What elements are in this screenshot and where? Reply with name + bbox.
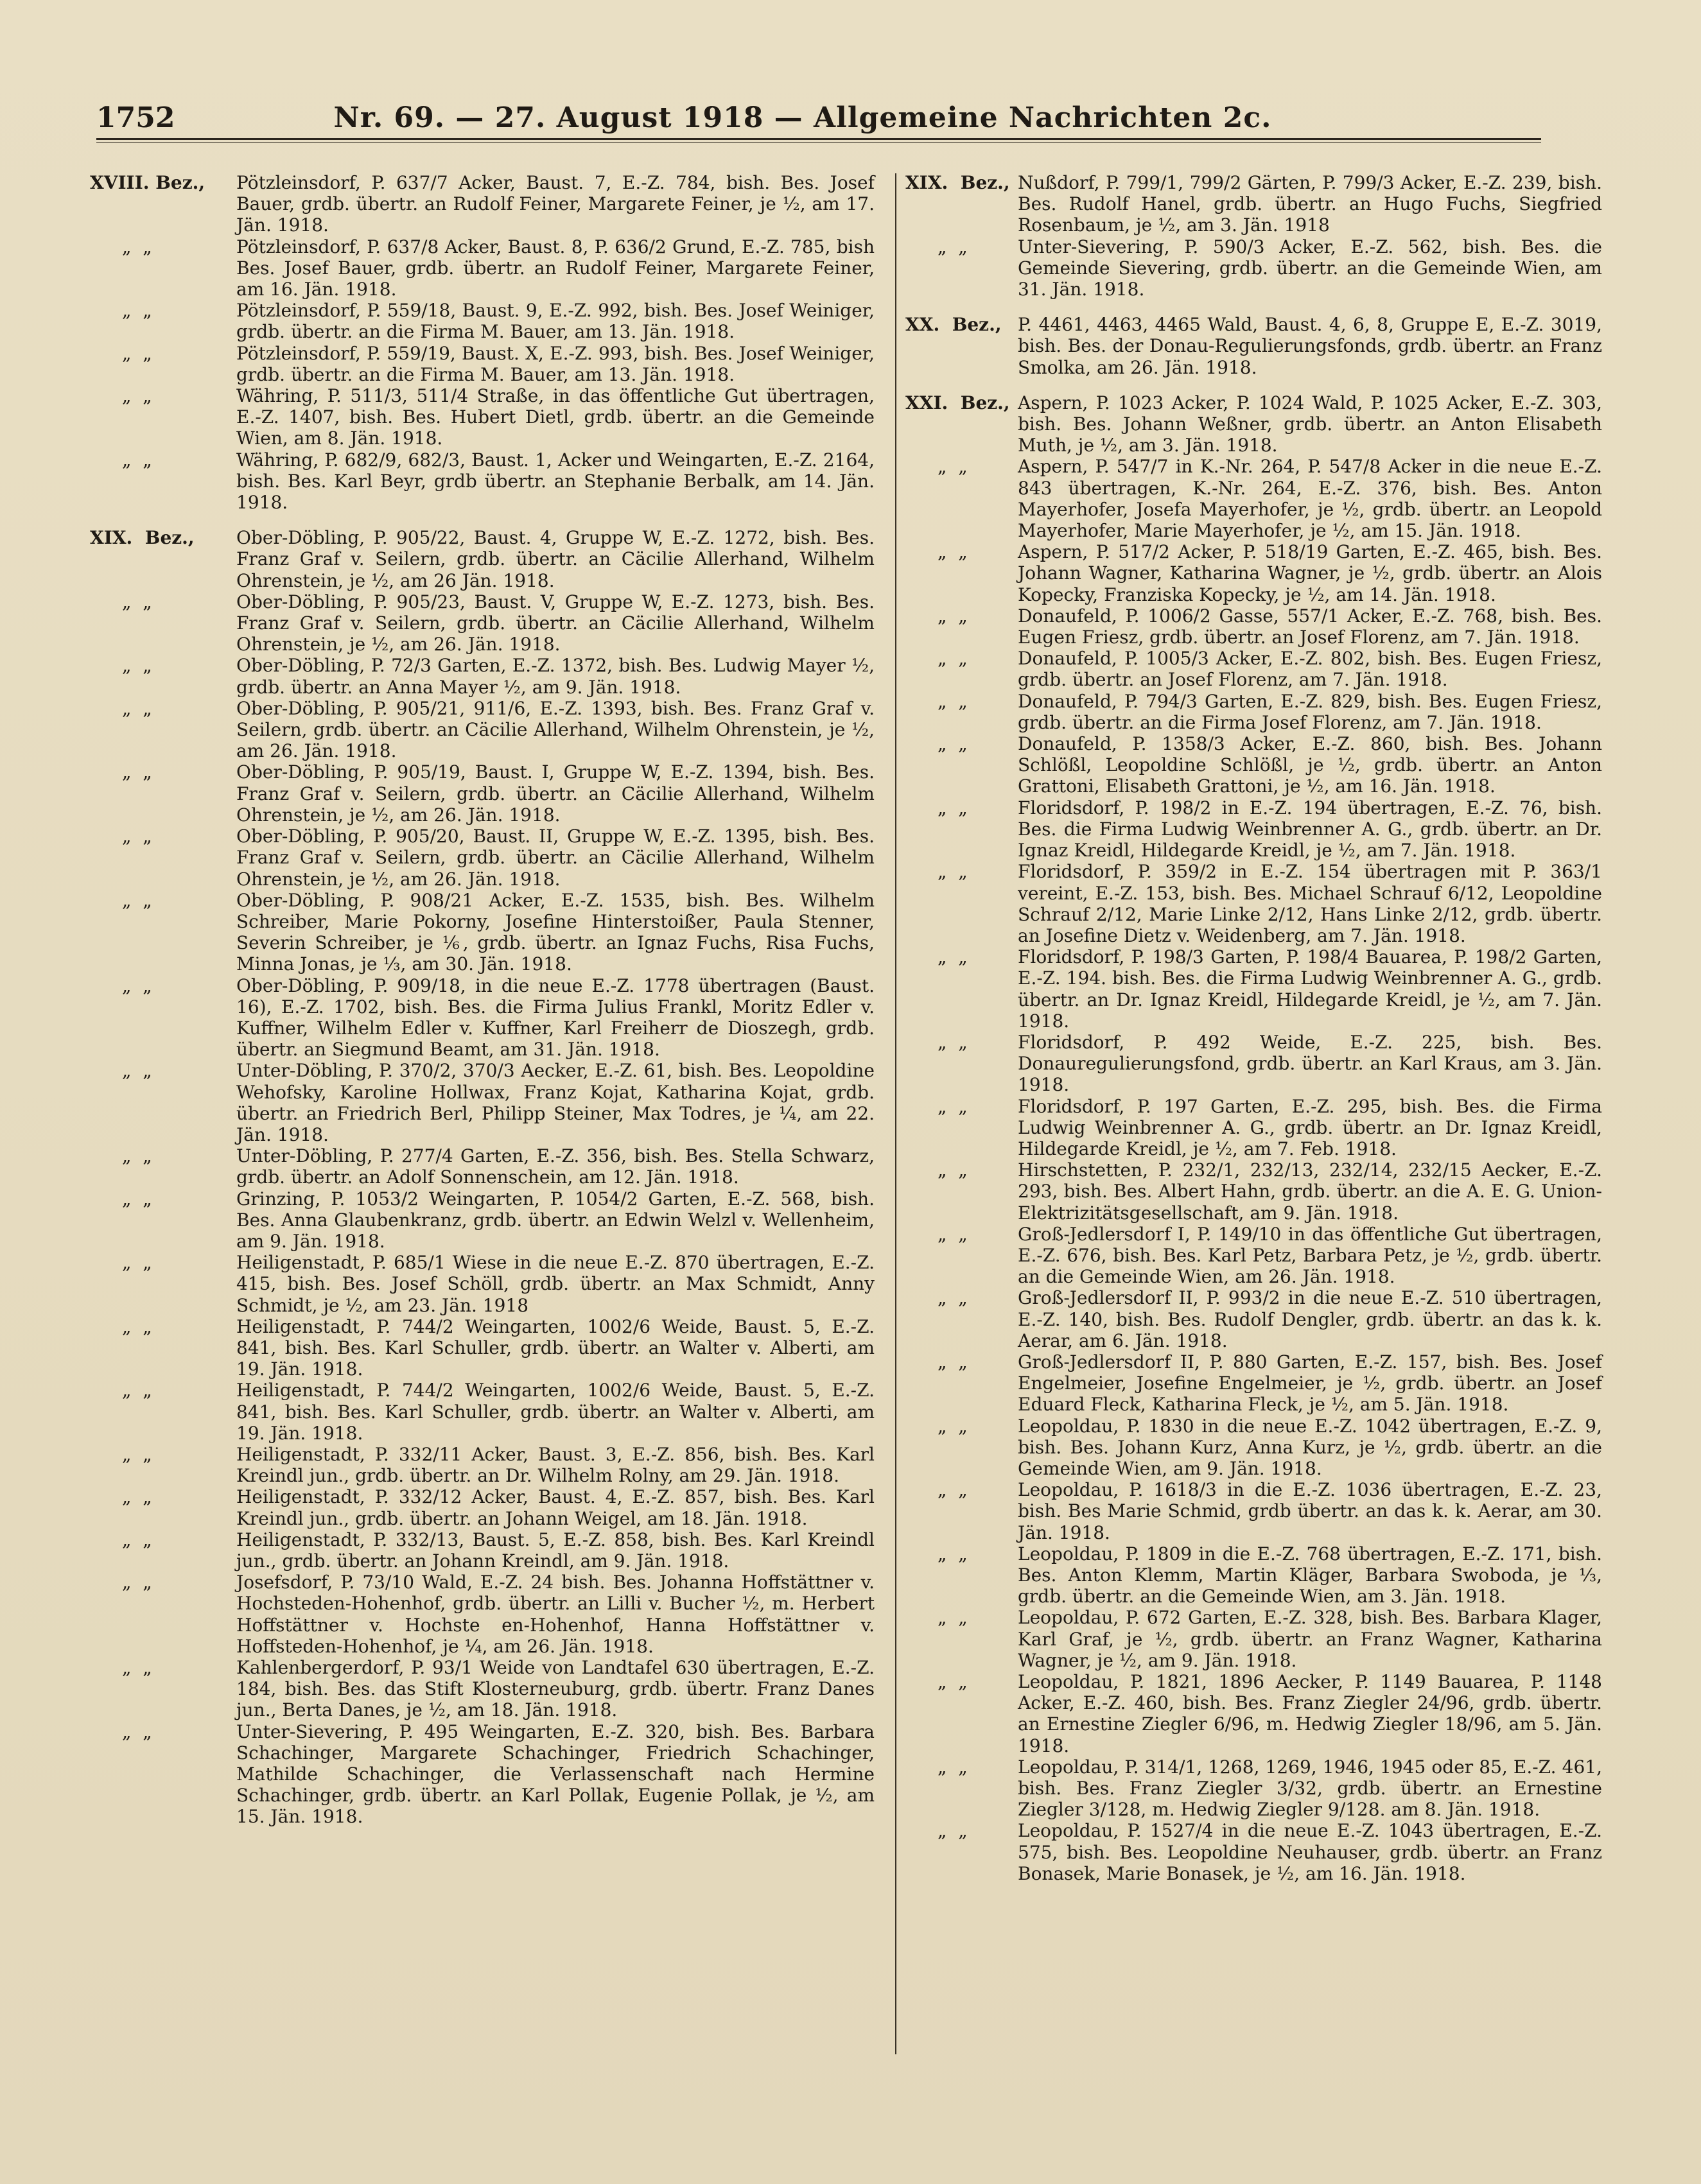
entry-text: Floridsdorf, P. 198/2 in E.-Z. 194 übertragen, E.-Z. 76, bish. Bes. die Firma Ludwig Weinbrenner A. G., grdb. übertr. an Dr. Ignaz Kreidl, Hildegarde Kreidl, je ½, am 7. Jän. 1918. [1018,797,1602,862]
district-label: XXI. Bez., [905,392,1010,413]
ditto-marks: „ „ [938,861,968,883]
entry-text: Ober-Döbling, P. 72/3 Garten, E.-Z. 1372, bish. Bes. Ludwig Mayer ½, grdb. übertr. an Anna Mayer ½, am 9. Jän. 1918. [236,655,875,698]
entry-text: Grinzing, P. 1053/2 Weingarten, P. 1054/2 Garten, E.-Z. 568, bish. Bes. Anna Glaubenkranz, grdb. übertr. an Edwin Welzl v. Wellenheim, am 9. Jän. 1918. [236,1188,875,1252]
register-entry [90,1188,875,1252]
register-entry [90,1380,875,1444]
register-entry [90,890,875,975]
ditto-marks: „ „ [938,797,968,819]
entry-text: Leopoldau, P. 1821, 1896 Aecker, P. 1149 Bauarea, P. 1148 Acker, E.-Z. 460, bish. Bes. Franz Ziegler 24/96, grdb. übertr. an Ernestine Ziegler 6/96, m. Hedwig Ziegler 18/96, am 5. Jän. 1918. [1018,1671,1602,1756]
ditto-marks: „ „ [938,1095,968,1117]
ditto-marks: „ „ [122,1572,152,1593]
ditto-marks: „ „ [122,975,152,996]
register-entry [905,1416,1602,1480]
register-entry [905,1224,1602,1288]
header-rule-thin [96,142,1541,143]
register-entry [90,1252,875,1316]
register-entry [90,1486,875,1529]
register-entry [90,1444,875,1486]
ditto-marks: „ „ [938,236,968,257]
ditto-marks: „ „ [122,655,152,677]
register-entry [90,236,875,300]
register-entry [905,861,1602,946]
register-entry [90,826,875,890]
ditto-marks: „ „ [122,449,152,471]
entry-text: Donaufeld, P. 794/3 Garten, E.-Z. 829, bish. Bes. Eugen Friesz, grdb. übertr. an die Firma Josef Florenz, am 7. Jän. 1918. [1018,690,1602,733]
register-entry [90,655,875,697]
register-entry [90,385,875,449]
ditto-marks: „ „ [122,1252,152,1274]
entry-text: Donaufeld, P. 1005/3 Acker, E.-Z. 802, bish. Bes. Eugen Friesz, grdb. übertr. an Josef Florenz, am 7. Jän. 1918. [1018,648,1602,691]
entry-text: Heiligenstadt, P. 685/1 Wiese in die neue E.-Z. 870 übertragen, E.-Z. 415, bish. Bes. Josef Schöll, grdb. übertr. an Max Schmidt, Anny Schmidt, je ½, am 23. Jän. 1918 [236,1252,875,1316]
ditto-marks: „ „ [938,1671,968,1693]
right-column [905,172,1602,1884]
entry-text: Pötzleinsdorf, P. 637/7 Acker, Baust. 7, E.-Z. 784, bish. Bes. Josef Bauer, grdb. übertr. an Rudolf Feiner, Margarete Feiner, je ½, am 17. Jän. 1918. [236,172,875,236]
entry-text: Heiligenstadt, P. 744/2 Weingarten, 1002/6 Weide, Baust. 5, E.-Z. 841, bish. Bes. Karl Schuller, grdb. übertr. an Walter v. Alberti, am 19. Jän. 1918. [236,1380,875,1444]
ditto-marks: „ „ [938,648,968,670]
ditto-marks: „ „ [938,456,968,478]
ditto-marks: „ „ [122,236,152,257]
ditto-marks: „ „ [938,605,968,627]
register-entry [905,172,1602,236]
entry-text: Floridsdorf, P. 359/2 in E.-Z. 154 übertragen mit P. 363/1 vereint, E.-Z. 153, bish. Bes. Michael Schrauf 6/12, Leopoldine Schrauf 2/12, Marie Linke 2/12, Hans Linke 2/12, grdb. übertr. an Josefine Dietz v. Weidenberg, am 7. Jän. 1918. [1018,861,1602,946]
left-column [90,172,875,1828]
register-entry [905,1820,1602,1884]
ditto-marks: „ „ [122,889,152,911]
entry-text: Groß-Jedlersdorf I, P. 149/10 in das öffentliche Gut übertragen, E.-Z. 676, bish. Bes. Karl Petz, Barbara Petz, je ½, grdb. übertr. an die Gemeinde Wien, am 26. Jän. 1918. [1018,1223,1602,1288]
entry-text: Floridsdorf, P. 197 Garten, E.-Z. 295, bish. Bes. die Firma Ludwig Weinbrenner A. G., grdb. übertr. an Dr. Ignaz Kreidl, Hildegarde Kreidl, je ½, am 7. Feb. 1918. [1018,1095,1602,1159]
ditto-marks: „ „ [122,385,152,407]
column-divider [895,173,896,2054]
entry-text: Heiligenstadt, P. 744/2 Weingarten, 1002/6 Weide, Baust. 5, E.-Z. 841, bish. Bes. Karl Schuller, grdb. übertr. an Walter v. Alberti, am 19. Jän. 1918. [236,1315,875,1380]
entry-text: P. 4461, 4463, 4465 Wald, Baust. 4, 6, 8, Gruppe E, E.-Z. 3019, bish. Bes. der Donau-Regulierungsfonds, grdb. übertr. an Franz Smolka, am 26. Jän. 1918. [1018,314,1602,378]
entry-text: Floridsdorf, P. 492 Weide, E.-Z. 225, bish. Bes. Donauregulierungsfond, grdb. übertr. an Karl Kraus, am 3. Jän. 1918. [1018,1031,1602,1096]
register-entry [90,1060,875,1145]
register-entry [905,1159,1602,1224]
page-number: 1752 [96,101,175,134]
entry-text: Ober-Döbling, P. 905/19, Baust. I, Gruppe W, E.-Z. 1394, bish. Bes. Franz Graf v. Seilern, grdb. übertr. an Cäcilie Allerhand, Wilhelm Ohrenstein, je ½, am 26. Jän. 1918. [236,761,875,826]
entry-text: Pötzleinsdorf, P. 559/18, Baust. 9, E.-Z. 992, bish. Bes. Josef Weiniger, grdb. übertr. an die Firma M. Bauer, am 13. Jän. 1918. [236,300,875,343]
entry-text: Hirschstetten, P. 232/1, 232/13, 232/14, 232/15 Aecker, E.-Z. 293, bish. Bes. Albert Hahn, grdb. übertr. an die A. E. G. Union-Elektrizitätsgesellschaft, am 9. Jän. 1918. [1018,1159,1602,1224]
entry-text: Ober-Döbling, P. 905/21, 911/6, E.-Z. 1393, bish. Bes. Franz Graf v. Seilern, grdb. übertr. an Cäcilie Allerhand, Wilhelm Ohrenstein, je ½, am 26. Jän. 1918. [236,697,875,762]
register-entry [905,1287,1602,1351]
register-entry [905,1543,1602,1608]
district-label: XIX. Bez., [905,172,1010,193]
entry-text: Heiligenstadt, P. 332/12 Acker, Baust. 4, E.-Z. 857, bish. Bes. Karl Kreindl jun., grdb. übertr. an Johann Weigel, am 18. Jän. 1918. [236,1486,875,1529]
entry-text: Ober-Döbling, P. 908/21 Acker, E.-Z. 1535, bish. Bes. Wilhelm Schreiber, Marie Pokorny, Josefine Hinterstoißer, Paula Stenner, Severin Schreiber, je ⅙, grdb. übertr. an Ignaz Fuchs, Risa Fuchs, Minna Jonas, je ⅓, am 30. Jän. 1918. [236,889,875,975]
entry-text: Floridsdorf, P. 198/3 Garten, P. 198/4 Bauarea, P. 198/2 Garten, E.-Z. 194. bish. Bes. die Firma Ludwig Weinbrenner A. G., grdb. übertr. an Dr. Ignaz Kreidl, Hildegarde Kreidl, je ½, am 7. Jän. 1918. [1018,946,1602,1032]
register-entry [905,733,1602,797]
entry-text: Ober-Döbling, P. 905/20, Baust. II, Gruppe W, E.-Z. 1395, bish. Bes. Franz Graf v. Seilern, grdb. übertr. an Cäcilie Allerhand, Wilhelm Ohrenstein, je ½, am 26. Jän. 1918. [236,826,875,890]
register-entry [905,1671,1602,1756]
entry-text: Nußdorf, P. 799/1, 799/2 Gärten, P. 799/3 Acker, E.-Z. 239, bish. Bes. Rudolf Hanel, grdb. übertr. an Hugo Fuchs, Siegfried Rosenbaum, je ½, am 3. Jän. 1918 [1018,172,1602,236]
register-entry [90,449,875,514]
entry-text: Leopoldau, P. 1809 in die E.-Z. 768 übertragen, E.-Z. 171, bish. Bes. Anton Klemm, Martin Kläger, Barbara Swoboda, je ⅓, grdb. übertr. an die Gemeinde Wien, am 3. Jän. 1918. [1018,1543,1602,1608]
entry-text: Groß-Jedlersdorf II, P. 993/2 in die neue E.-Z. 510 übertragen, E.-Z. 140, bish. Bes. Rudolf Dengler, grdb. übertr. an das k. k. Aerar, am 6. Jän. 1918. [1018,1287,1602,1351]
ditto-marks: „ „ [122,697,152,719]
register-entry [905,691,1602,733]
ditto-marks: „ „ [122,826,152,847]
district-label: XVIII. Bez., [90,172,205,193]
ditto-marks: „ „ [938,1287,968,1309]
entry-text: Aspern, P. 517/2 Acker, P. 518/19 Garten, E.-Z. 465, bish. Bes. Johann Wagner, Katharina Wagner, je ½, grdb. übertr. an Alois Kopecky, Franziska Kopecky, je ½, am 14. Jän. 1918. [1018,541,1602,605]
ditto-marks: „ „ [938,946,968,968]
ditto-marks: „ „ [122,1145,152,1167]
register-entry [905,541,1602,605]
register-entry [905,648,1602,690]
page-title: Nr. 69. — 27. August 1918 — Allgemeine Nachrichten 2c. [333,101,1272,134]
register-entry [90,300,875,342]
ditto-marks: „ „ [122,1443,152,1465]
entry-text: Leopoldau, P. 1527/4 in die neue E.-Z. 1043 übertragen, E.-Z. 575, bish. Bes. Leopoldine Neuhauser, grdb. übertr. an Franz Bonasek, Marie Bonasek, je ½, am 16. Jän. 1918. [1018,1820,1602,1884]
ditto-marks: „ „ [122,1315,152,1337]
register-entry [905,797,1602,862]
district-label: XX. Bez., [905,314,1002,336]
ditto-marks: „ „ [122,342,152,364]
register-entry [90,1145,875,1188]
ditto-marks: „ „ [938,1756,968,1778]
entry-text: Unter-Sievering, P. 495 Weingarten, E.-Z. 320, bish. Bes. Barbara Schachinger, Margarete Schachinger, Friedrich Schachinger, Mathilde Schachinger, die Verlassenschaft nach Hermine Schachinger, grdb. übertr. an Karl Pollak, Eugenie Pollak, je ½, am 15. Jän. 1918. [236,1720,875,1828]
register-entry [905,1096,1602,1160]
register-entry [905,946,1602,1032]
entry-text: Leopoldau, P. 314/1, 1268, 1269, 1946, 1945 oder 85, E.-Z. 461, bish. Bes. Franz Ziegler 3/32, grdb. übertr. an Ernestine Ziegler 3/128, m. Hedwig Ziegler 9/128. am 8. Jän. 1918. [1018,1756,1602,1821]
ditto-marks: „ „ [122,1188,152,1209]
ditto-marks: „ „ [938,1820,968,1842]
ditto-marks: „ „ [122,1486,152,1508]
entry-text: Heiligenstadt, P. 332/13, Baust. 5, E.-Z. 858, bish. Bes. Karl Kreindl jun., grdb. übertr. an Johann Kreindl, am 9. Jän. 1918. [236,1529,875,1572]
register-entry [905,605,1602,648]
register-entry [905,392,1602,456]
entry-text: Josefsdorf, P. 73/10 Wald, E.-Z. 24 bish. Bes. Johanna Hoffstättner v. Hochsteden-Hohenhof, grdb. übertr. an Lilli v. Bucher ½, m. Herbert Hoffstättner v. Hochste en-Hohenhof, Hanna Hoffstättner v. Hoffsteden-Hohenhof, je ¼, am 26. Jän. 1918. [236,1572,875,1657]
entry-text: Ober-Döbling, P. 905/23, Baust. V, Gruppe W, E.-Z. 1273, bish. Bes. Franz Graf v. Seilern, grdb. übertr. an Cäcilie Allerhand, Wilhelm Ohrenstein, je ½, am 26. Jän. 1918. [236,591,875,655]
ditto-marks: „ „ [938,1607,968,1629]
entry-text: Aspern, P. 547/7 in K.-Nr. 264, P. 547/8 Acker in die neue E.-Z. 843 übertragen, K.-Nr. 264, E.-Z. 376, bish. Bes. Anton Mayerhofer, Josefa Mayerhofer, je ½, grdb. übertr. an Leopold Mayerhofer, Marie Mayerhofer, je ½, am 15. Jän. 1918. [1018,456,1602,542]
ditto-marks: „ „ [122,761,152,783]
register-entry [90,761,875,826]
ditto-marks: „ „ [122,1720,152,1742]
entry-text: Unter-Döbling, P. 277/4 Garten, E.-Z. 356, bish. Bes. Stella Schwarz, grdb. übertr. an Adolf Sonnenschein, am 12. Jän. 1918. [236,1145,875,1188]
ditto-marks: „ „ [938,1351,968,1373]
entry-text: Donaufeld, P. 1358/3 Acker, E.-Z. 860, bish. Bes. Johann Schlößl, Leopoldine Schlößl, je ½, grdb. übertr. an Anton Grattoni, Elisabeth Grattoni, je ½, am 16. Jän. 1918. [1018,733,1602,797]
ditto-marks: „ „ [122,1529,152,1550]
entry-text: Ober-Döbling, P. 909/18, in die neue E.-Z. 1778 übertragen (Baust. 16), E.-Z. 1702, bish. Bes. die Firma Julius Frankl, Moritz Edler v. Kuffner, Wilhelm Edler v. Kuffner, Karl Freiherr de Dioszegh, grdb. übertr. an Siegmund Beamt, am 31. Jän. 1918. [236,975,875,1061]
entry-text: Währing, P. 682/9, 682/3, Baust. 1, Acker und Weingarten, E.-Z. 2164, bish. Bes. Karl Beyr, grdb übertr. an Stephanie Berbalk, am 14. Jän. 1918. [236,449,875,514]
entry-text: Donaufeld, P. 1006/2 Gasse, 557/1 Acker, E.-Z. 768, bish. Bes. Eugen Friesz, grdb. übertr. an Josef Florenz, am 7. Jän. 1918. [1018,605,1602,648]
ditto-marks: „ „ [938,690,968,712]
ditto-marks: „ „ [938,541,968,563]
register-entry [905,314,1602,378]
entry-text: Pötzleinsdorf, P. 559/19, Baust. X, E.-Z. 993, bish. Bes. Josef Weiniger, grdb. übertr. an die Firma M. Bauer, am 13. Jän. 1918. [236,342,875,385]
ditto-marks: „ „ [122,1657,152,1679]
ditto-marks: „ „ [938,1159,968,1181]
register-entry [905,1607,1602,1671]
register-entry [905,1479,1602,1543]
register-entry [90,1572,875,1657]
register-entry [90,1657,875,1721]
register-entry [90,1721,875,1828]
register-entry [905,1032,1602,1096]
entry-text: Kahlenbergerdorf, P. 93/1 Weide von Landtafel 630 übertragen, E.-Z. 184, bish. Bes. das Stift Klosterneuburg, grdb. übertr. Franz Danes jun., Berta Danes, je ½, am 18. Jän. 1918. [236,1657,875,1721]
register-entry [905,1351,1602,1416]
register-entry [905,456,1602,541]
entry-text: Leopoldau, P. 672 Garten, E.-Z. 328, bish. Bes. Barbara Klager, Karl Graf, je ½, grdb. übertr. an Franz Wagner, Katharina Wagner, je ½, am 9. Jän. 1918. [1018,1607,1602,1671]
register-entry [90,1316,875,1380]
entry-text: Ober-Döbling, P. 905/22, Baust. 4, Gruppe W, E.-Z. 1272, bish. Bes. Franz Graf v. Seilern, grdb. übertr. an Cäcilie Allerhand, Wilhelm Ohrenstein, je ½, am 26 Jän. 1918. [236,527,875,591]
district-label: XIX. Bez., [90,527,195,549]
ditto-marks: „ „ [122,591,152,612]
entry-text: Leopoldau, P. 1618/3 in die E.-Z. 1036 übertragen, E.-Z. 23, bish. Bes Marie Schmid, grdb übertr. an das k. k. Aerar, am 30. Jän. 1918. [1018,1479,1602,1543]
entry-text: Leopoldau, P. 1830 in die neue E.-Z. 1042 übertragen, E.-Z. 9, bish. Bes. Johann Kurz, Anna Kurz, je ½, grdb. übertr. an die Gemeinde Wien, am 9. Jän. 1918. [1018,1415,1602,1479]
entry-text: Unter-Döbling, P. 370/2, 370/3 Aecker, E.-Z. 61, bish. Bes. Leopoldine Wehofsky, Karoline Hollwax, Franz Kojat, Katharina Kojat, grdb. übertr. an Friedrich Berl, Philipp Steiner, Max Todres, je ¼, am 22. Jän. 1918. [236,1060,875,1145]
ditto-marks: „ „ [938,1031,968,1053]
register-entry [90,698,875,762]
entry-text: Groß-Jedlersdorf II, P. 880 Garten, E.-Z. 157, bish. Bes. Josef Engelmeier, Josefine Engelmeier, je ½, grdb. übertr. an Josef Eduard Fleck, Katharina Fleck, je ½, am 5. Jän. 1918. [1018,1351,1602,1416]
ditto-marks: „ „ [938,1223,968,1245]
register-entry [90,343,875,385]
register-entry [90,527,875,591]
entry-text: Währing, P. 511/3, 511/4 Straße, in das öffentliche Gut übertragen, E.-Z. 1407, bish. Bes. Hubert Dietl, grdb. übertr. an die Gemeinde Wien, am 8. Jän. 1918. [236,385,875,449]
register-entry [90,591,875,655]
entry-text: Pötzleinsdorf, P. 637/8 Acker, Baust. 8, P. 636/2 Grund, E.-Z. 785, bish Bes. Josef Bauer, grdb. übertr. an Rudolf Feiner, Margarete Feiner, am 16. Jän. 1918. [236,236,875,300]
entry-text: Heiligenstadt, P. 332/11 Acker, Baust. 3, E.-Z. 856, bish. Bes. Karl Kreindl jun., grdb. übertr. an Dr. Wilhelm Rolny, am 29. Jän. 1918. [236,1443,875,1487]
register-entry [90,172,875,236]
register-entry [905,236,1602,300]
ditto-marks: „ „ [938,1415,968,1437]
ditto-marks: „ „ [122,1380,152,1401]
register-entry [90,975,875,1061]
ditto-marks: „ „ [122,1060,152,1082]
ditto-marks: „ „ [938,1479,968,1501]
header-rule [96,138,1541,140]
register-entry [90,1529,875,1572]
ditto-marks: „ „ [938,733,968,755]
entry-text: Aspern, P. 1023 Acker, P. 1024 Wald, P. 1025 Acker, E.-Z. 303, bish. Bes. Johann Weßner, grdb. übertr. an Anton Elisabeth Muth, je ½, am 3. Jän. 1918. [1018,392,1602,456]
ditto-marks: „ „ [938,1543,968,1564]
page-header [96,96,1541,148]
entry-text: Unter-Sievering, P. 590/3 Acker, E.-Z. 562, bish. Bes. die Gemeinde Sievering, grdb. übertr. an die Gemeinde Wien, am 31. Jän. 1918. [1018,236,1602,300]
register-entry [905,1756,1602,1821]
ditto-marks: „ „ [122,300,152,322]
